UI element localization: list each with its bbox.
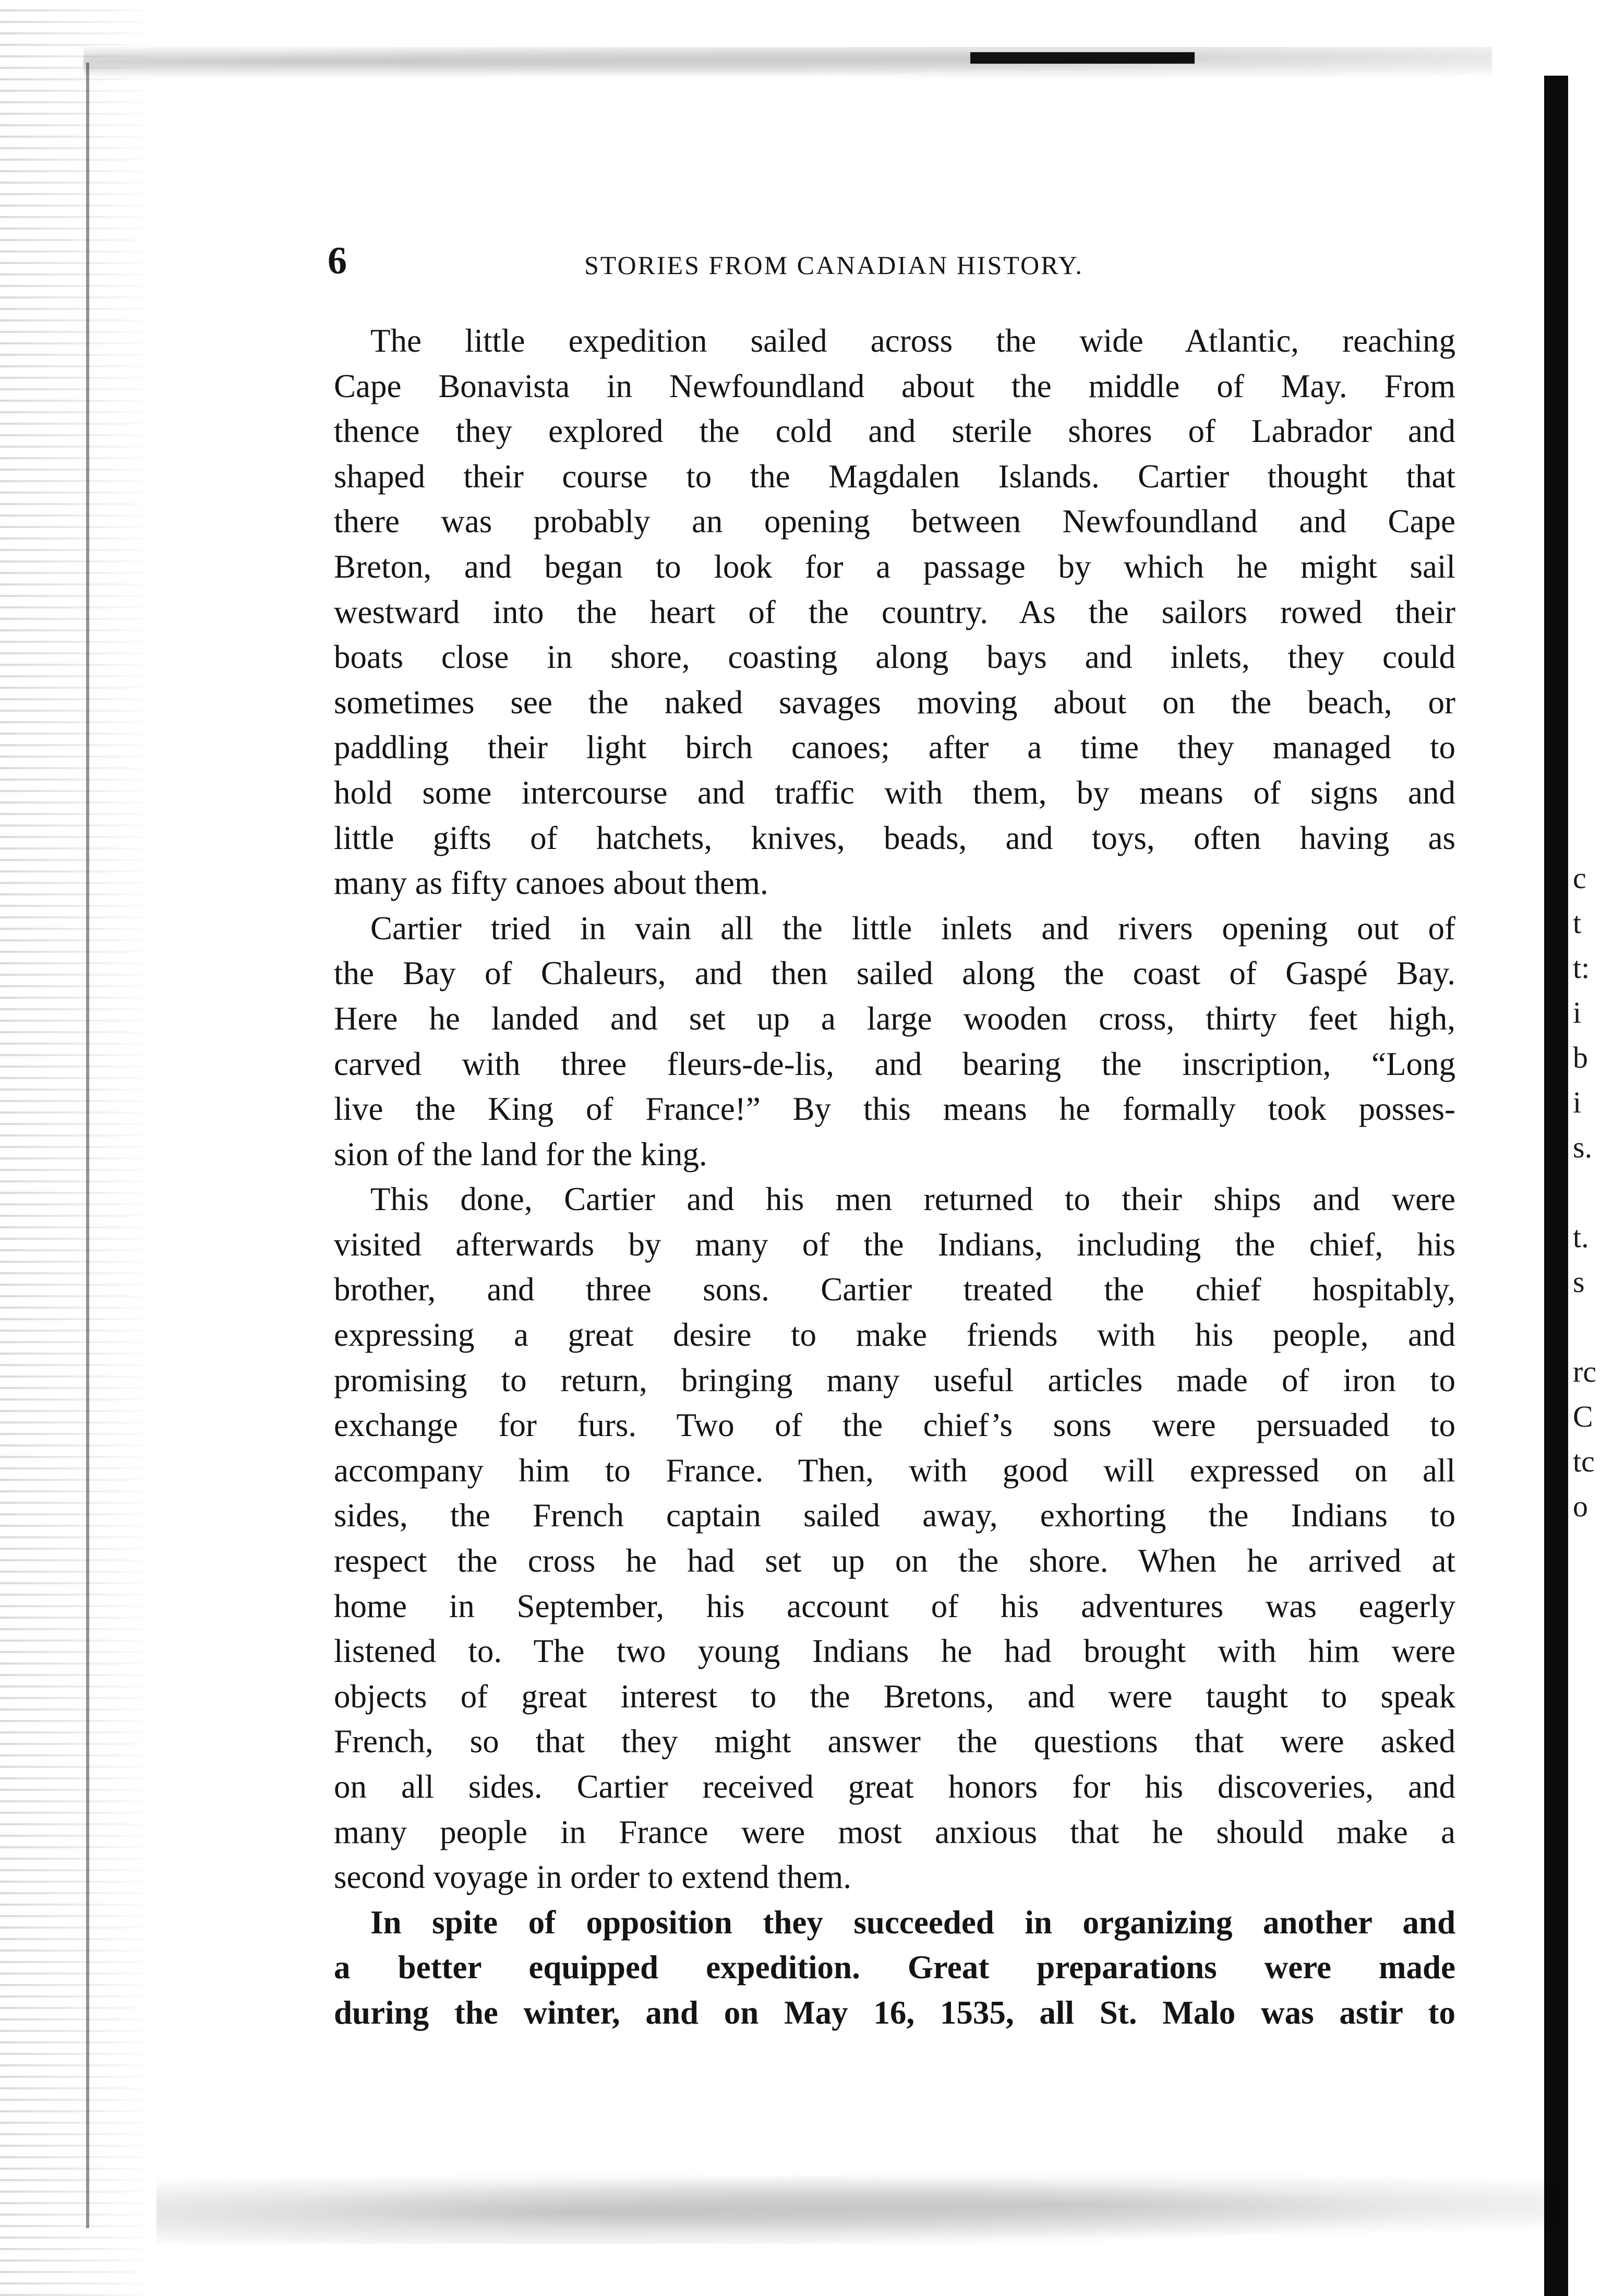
scan-bottom-edge-noise [157, 2166, 1565, 2244]
text-line: expressing a great desire to make friends with his people, and [334, 1317, 1455, 1354]
adjacent-fragment: rc [1573, 1355, 1597, 1389]
scan-left-edge-line [86, 63, 89, 2228]
body-text [334, 318, 1455, 2036]
text-line: paddling their light birch canoes; after a time they managed to [334, 729, 1455, 766]
paragraph [334, 1177, 1455, 1900]
paragraph [334, 1900, 1455, 2036]
text-line: sides, the French captain sailed away, exhorting the Indians to [334, 1497, 1455, 1534]
text-line: second voyage in order to extend them. [334, 1859, 851, 1896]
adjacent-fragment: t. [1573, 1220, 1589, 1254]
paragraph [334, 318, 1455, 906]
text-line: boats close in shore, coasting along bays and inlets, they could [334, 639, 1455, 676]
adjacent-fragment [1573, 1170, 1601, 1215]
text-line: listened to. The two young Indians he had brought with him were [334, 1633, 1455, 1670]
text-line: many people in France were most anxious that he should make a [334, 1813, 1455, 1850]
adjacent-fragment: tc [1573, 1444, 1595, 1478]
scan-right-binding-bar [1544, 76, 1568, 2296]
text-line: In spite of opposition they succeeded in organizing another and [370, 1904, 1455, 1941]
text-line: many as fifty canoes about them. [334, 865, 768, 902]
text-line: home in September, his account of his adventures was eagerly [334, 1587, 1455, 1624]
text-line: there was probably an opening between Newfoundland and Cape [334, 503, 1455, 540]
adjacent-fragment: b [1573, 1041, 1588, 1074]
text-line: This done, Cartier and his men returned to their ships and were [370, 1181, 1455, 1218]
scan-top-bar [970, 52, 1195, 64]
scan-left-edge-noise [0, 0, 157, 2296]
text-line: The little expedition sailed across the wide Atlantic, reaching [370, 322, 1455, 359]
running-head: STORIES FROM CANADIAN HISTORY. [584, 250, 1084, 280]
text-line: live the King of France!” By this means he formally took posses- [334, 1091, 1455, 1128]
text-line: on all sides. Cartier received great honors for his discoveries, and [334, 1768, 1455, 1805]
text-line: little gifts of hatchets, knives, beads, and toys, often having as [334, 819, 1455, 856]
text-line: shaped their course to the Magdalen Islands. Cartier thought that [334, 458, 1455, 495]
text-line: hold some intercourse and traffic with them, by means of signs and [334, 774, 1455, 811]
text-line: sion of the land for the king. [334, 1135, 707, 1173]
text-line: visited afterwards by many of the Indians, including the chief, his [334, 1226, 1455, 1263]
text-line: objects of great interest to the Bretons, and were taught to speak [334, 1678, 1455, 1715]
paragraph [334, 906, 1455, 1177]
text-line: westward into the heart of the country. As the sailors rowed their [334, 593, 1455, 630]
adjacent-fragment: c [1573, 861, 1586, 895]
text-line: brother, and three sons. Cartier treated the chief hospitably, [334, 1271, 1455, 1308]
text-line: thence they explored the cold and sterile shores of Labrador and [334, 413, 1455, 450]
text-line: respect the cross he had set up on the shore. When he arrived at [334, 1542, 1455, 1580]
text-line: French, so that they might answer the questions that were asked [334, 1723, 1455, 1760]
adjacent-fragment: s. [1573, 1130, 1593, 1164]
text-line: promising to return, bringing many useful articles made of iron to [334, 1361, 1455, 1398]
adjacent-fragment: s [1573, 1265, 1585, 1299]
adjacent-fragment: t [1573, 906, 1582, 940]
adjacent-fragment: i [1573, 996, 1582, 1030]
text-line: sometimes see the naked savages moving about on the beach, or [334, 684, 1455, 721]
text-line: Here he landed and set up a large wooden cross, thirty feet high, [334, 1000, 1455, 1037]
text-line: exchange for furs. Two of the chief’s sons were persuaded to [334, 1407, 1455, 1444]
adjacent-fragment: t: [1573, 951, 1590, 985]
adjacent-fragment: o [1573, 1489, 1588, 1523]
text-line: a better equipped expedition. Great preparations were made [334, 1949, 1455, 1986]
text-line: the Bay of Chaleurs, and then sailed along the coast of Gaspé Bay. [334, 955, 1455, 992]
text-line: carved with three fleurs-de-lis, and bearing the inscription, “Long [334, 1045, 1455, 1082]
adjacent-fragment: i [1573, 1085, 1582, 1119]
text-line: during the winter, and on May 16, 1535, all St. Malo was astir to [334, 1994, 1455, 2031]
text-line: Cape Bonavista in Newfoundland about the middle of May. From [334, 367, 1455, 404]
adjacent-fragment: C [1573, 1400, 1593, 1433]
page-header [328, 237, 1220, 284]
text-line: Cartier tried in vain all the little inlets and rivers opening out of [370, 910, 1455, 947]
text-line: accompany him to France. Then, with good will expressed on all [334, 1452, 1455, 1489]
scan-top-edge-noise [83, 47, 1492, 83]
page-number: 6 [328, 240, 347, 282]
text-line: Breton, and began to look for a passage by which he might sail [334, 548, 1455, 585]
adjacent-page-fragments [1573, 856, 1601, 1847]
adjacent-fragment [1573, 1305, 1601, 1349]
